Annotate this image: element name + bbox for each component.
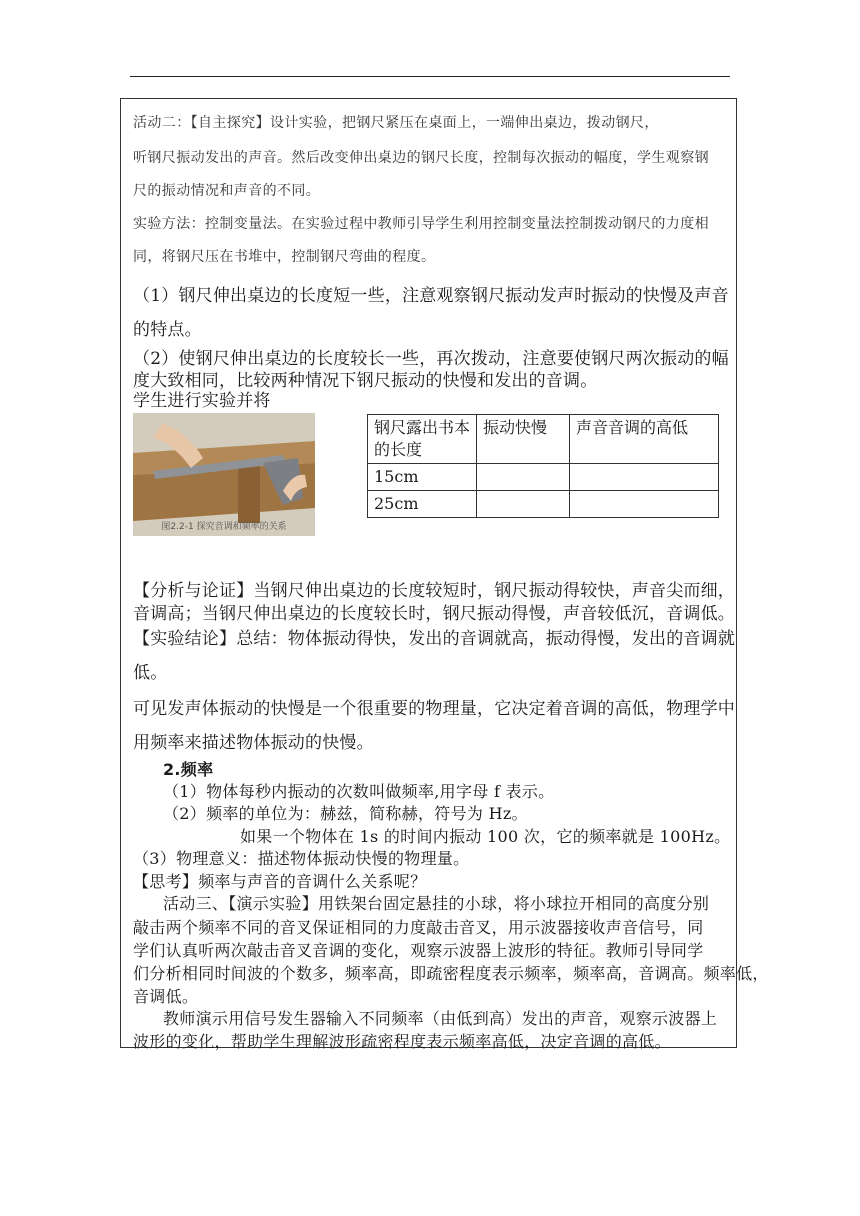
- analysis-line2: 音调高；当钢尺伸出桌边的长度较长时，钢尺振动得慢，声音较低沉，音调低。: [133, 604, 735, 624]
- step3-line: 学生进行实验并将: [133, 391, 271, 411]
- table-header-cell: 钢尺露出书本的长度: [368, 415, 477, 464]
- activity3-line2: 敲击两个频率不同的音叉保证相同的力度敲击音叉，用示波器接收声音信号，同: [133, 918, 704, 937]
- conclusion-line2: 低。: [133, 663, 168, 683]
- ruler-experiment-illustration: [133, 413, 315, 536]
- table-cell: 25cm: [368, 491, 477, 518]
- table-row: [368, 491, 719, 518]
- figure-caption: 图2.2-1 探究音调和频率的关系: [161, 522, 287, 532]
- step2-line2: 度大致相同，比较两种情况下钢尺振动的快慢和发出的音调。: [133, 371, 598, 391]
- activity3-line3: 学们认真听两次敲击音叉音调的变化，观察示波器上波形的特征。教师引导同学: [133, 941, 704, 960]
- frequency-example: 如果一个物体在 1s 的时间内振动 100 次，它的频率就是 100Hz。: [240, 827, 731, 846]
- step1-line2: 的特点。: [133, 320, 202, 340]
- activity2-line1: 活动二：【自主探究】设计实验，把钢尺紧压在桌面上，一端伸出桌边，拨动钢尺，: [133, 115, 659, 131]
- table-header-cell: 振动快慢: [477, 415, 570, 464]
- table-cell: [477, 464, 570, 491]
- frequency-meaning: （3）物理意义：描述物体振动快慢的物理量。: [133, 849, 470, 868]
- paragraph-line1: 可见发声体振动的快慢是一个很重要的物理量，它决定着音调的高低，物理学中: [133, 699, 735, 719]
- step2-line1: （2）使钢尺伸出桌边的长度较长一些，再次拨动，注意要使钢尺两次振动的幅: [133, 349, 729, 369]
- table-cell: [570, 491, 719, 518]
- step1-line1: （1）钢尺伸出桌边的长度短一些，注意观察钢尺振动发声时振动的快慢及声音: [133, 286, 729, 306]
- section-heading: 2.频率: [163, 760, 214, 779]
- method-line1: 实验方法：控制变量法。在实验过程中教师引导学生利用控制变量法控制拨动钢尺的力度相: [133, 216, 709, 232]
- activity3-line7: 波形的变化，帮助学生理解波形疏密程度表示频率高低，决定音调的高低。: [133, 1032, 671, 1051]
- experiment-photo: [133, 413, 315, 536]
- activity3-line5: 音调低。: [133, 987, 199, 1006]
- frequency-definition: （1）物体每秒内振动的次数叫做频率,用字母 f 表示。: [163, 782, 555, 801]
- activity3-line1: 活动三、【演示实验】用铁架台固定悬挂的小球，将小球拉开相同的高度分别: [163, 894, 710, 913]
- analysis-line1: 【分析与论证】当钢尺伸出桌边的长度较短时，钢尺振动得较快，声音尖而细，: [133, 581, 735, 601]
- table-row: [368, 464, 719, 491]
- results-table: [367, 414, 719, 518]
- think-question: 【思考】频率与声音的音调什么关系呢？: [133, 872, 427, 891]
- table-header-row: [368, 415, 719, 464]
- table-cell: [477, 491, 570, 518]
- paragraph-line2: 用频率来描述物体振动的快慢。: [133, 733, 374, 753]
- table-header-cell: 声音音调的高低: [570, 415, 719, 464]
- frequency-unit: （2）频率的单位为：赫兹，简称赫，符号为 Hz。: [163, 804, 528, 823]
- activity2-line2: 听钢尺振动发出的声音。然后改变伸出桌边的钢尺长度，控制每次振动的幅度，学生观察钢: [133, 150, 709, 166]
- activity3-line4: 们分析相同时间波的个数多，频率高，即疏密程度表示频率，频率高，音调高。频率低，: [133, 964, 769, 983]
- table-cell: 15cm: [368, 464, 477, 491]
- table-cell: [570, 464, 719, 491]
- activity3-line6: 教师演示用信号发生器输入不同频率（由低到高）发出的声音，观察示波器上: [163, 1009, 718, 1028]
- activity2-line3: 尺的振动情况和声音的不同。: [133, 183, 321, 199]
- conclusion-line1: 【实验结论】总结：物体振动得快，发出的音调就高，振动得慢，发出的音调就: [133, 629, 735, 649]
- method-line2: 同，将钢尺压在书堆中，控制钢尺弯曲的程度。: [133, 249, 436, 265]
- header-rule: [130, 76, 730, 77]
